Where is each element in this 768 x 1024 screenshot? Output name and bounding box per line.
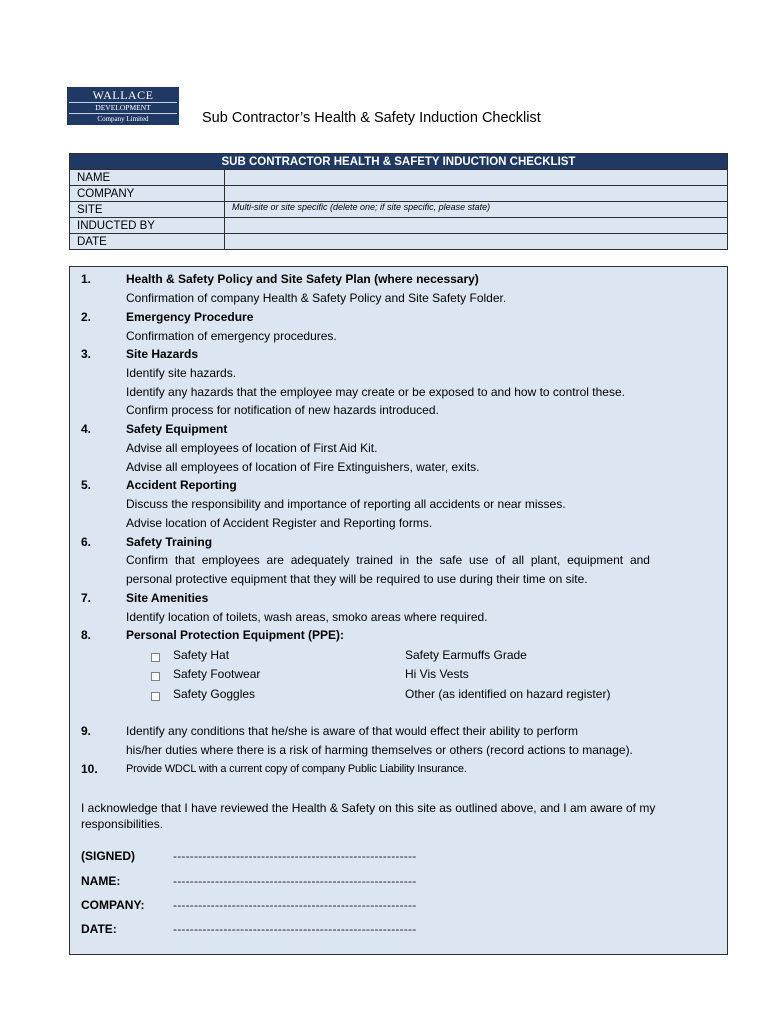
company-field[interactable] bbox=[225, 186, 728, 202]
company-logo bbox=[67, 87, 179, 125]
item-title-site-hazards: Site Hazards bbox=[126, 347, 199, 361]
item-number: 8. bbox=[81, 628, 92, 642]
site-field[interactable]: Multi-site or site specific (delete one; if site specific, please state) bbox=[225, 202, 728, 218]
item-text: Identify any conditions that he/she is aware of that would effect their ability to perform bbox=[126, 724, 579, 738]
company-line[interactable]: ---------------------------------------------------------- bbox=[173, 898, 417, 912]
inducted-by-field[interactable] bbox=[225, 218, 728, 234]
logo-line-1: WALLACE bbox=[92, 88, 154, 102]
item-text: Identify site hazards. bbox=[126, 366, 237, 380]
item-text: Identify location of toilets, wash areas, smoko areas where required. bbox=[126, 610, 488, 624]
item-number: 4. bbox=[81, 422, 92, 436]
inducted-by-label: INDUCTED BY bbox=[70, 218, 225, 234]
table-row bbox=[70, 234, 728, 250]
date-field[interactable] bbox=[225, 234, 728, 250]
logo-line-2: DEVELOPMENT bbox=[95, 103, 151, 112]
ppe-safety-footwear: Safety Footwear bbox=[173, 667, 261, 681]
date-label: DATE bbox=[70, 234, 225, 250]
item-number: 2. bbox=[81, 310, 92, 324]
item-number: 3. bbox=[81, 347, 92, 361]
signed-line[interactable]: ---------------------------------------------------------- bbox=[173, 849, 417, 863]
item-text: Confirm that employees are adequately trained in the safe use of all plant, equipment and bbox=[126, 553, 650, 567]
item-text: personal protective equipment that they will be required to use during their time on site. bbox=[126, 572, 588, 586]
document-title: Sub Contractor’s Health & Safety Induction Checklist bbox=[202, 110, 541, 126]
item-text: Confirmation of company Health & Safety Policy and Site Safety Folder. bbox=[126, 291, 507, 305]
item-text: Confirm process for notification of new hazards introduced. bbox=[126, 403, 439, 417]
induction-checklist bbox=[69, 266, 728, 955]
item-text: Provide WDCL with a current copy of company Public Liability Insurance. bbox=[126, 763, 467, 775]
item-number: 6. bbox=[81, 535, 92, 549]
safety-footwear-checkbox[interactable] bbox=[151, 672, 160, 681]
ppe-safety-hat: Safety Hat bbox=[173, 648, 230, 662]
acknowledgement-text: I acknowledge that I have reviewed the Health & Safety on this site as outlined above, and I am aware of my responsibilities. bbox=[81, 801, 656, 831]
company-label: COMPANY: bbox=[81, 898, 145, 912]
date-label: DATE: bbox=[81, 922, 117, 936]
item-title-accident-reporting: Accident Reporting bbox=[126, 478, 237, 492]
table-row bbox=[70, 170, 728, 186]
item-title-emergency: Emergency Procedure bbox=[126, 310, 254, 324]
company-label: COMPANY bbox=[70, 186, 225, 202]
date-line[interactable]: ---------------------------------------------------------- bbox=[173, 922, 417, 936]
name-label: NAME: bbox=[81, 874, 121, 888]
logo-line-3: Company Limited bbox=[97, 115, 149, 123]
item-number: 10. bbox=[81, 762, 98, 776]
item-number: 1. bbox=[81, 272, 92, 286]
item-text: Advise all employees of location of First Aid Kit. bbox=[126, 441, 378, 455]
name-label: NAME bbox=[70, 170, 225, 186]
name-field[interactable] bbox=[225, 170, 728, 186]
info-table-header: SUB CONTRACTOR HEALTH & SAFETY INDUCTION CHECKLIST bbox=[70, 154, 728, 170]
item-number: 9. bbox=[81, 724, 92, 738]
table-row bbox=[70, 218, 728, 234]
site-label: SITE bbox=[70, 202, 225, 218]
ppe-other: Other (as identified on hazard register) bbox=[405, 687, 611, 701]
item-title-policy: Health & Safety Policy and Site Safety Plan (where necessary) bbox=[126, 272, 479, 286]
item-text: Advise location of Accident Register and Reporting forms. bbox=[126, 516, 433, 530]
name-line[interactable]: ---------------------------------------------------------- bbox=[173, 874, 417, 888]
safety-goggles-checkbox[interactable] bbox=[151, 692, 160, 701]
table-row bbox=[70, 202, 728, 218]
item-title-safety-equipment: Safety Equipment bbox=[126, 422, 228, 436]
item-text: Identify any hazards that the employee may create or be exposed to and how to control these. bbox=[126, 385, 625, 399]
item-text: Discuss the responsibility and importance of reporting all accidents or near misses. bbox=[126, 497, 566, 511]
table-row bbox=[70, 186, 728, 202]
safety-hat-checkbox[interactable] bbox=[151, 653, 160, 662]
item-number: 7. bbox=[81, 591, 92, 605]
item-title-safety-training: Safety Training bbox=[126, 535, 213, 549]
signed-label: (SIGNED) bbox=[81, 849, 135, 863]
item-title-site-amenities: Site Amenities bbox=[126, 591, 209, 605]
item-text: Confirmation of emergency procedures. bbox=[126, 329, 337, 343]
item-text: his/her duties where there is a risk of harming themselves or others (record actions to manage). bbox=[126, 743, 633, 757]
ppe-safety-earmuffs: Safety Earmuffs Grade bbox=[405, 648, 527, 662]
item-number: 5. bbox=[81, 478, 92, 492]
ppe-hi-vis-vests: Hi Vis Vests bbox=[405, 667, 469, 681]
item-text: Advise all employees of location of Fire Extinguishers, water, exits. bbox=[126, 460, 480, 474]
induction-info-table bbox=[69, 153, 728, 250]
item-title-ppe: Personal Protection Equipment (PPE): bbox=[126, 628, 345, 642]
ppe-safety-goggles: Safety Goggles bbox=[173, 687, 256, 701]
